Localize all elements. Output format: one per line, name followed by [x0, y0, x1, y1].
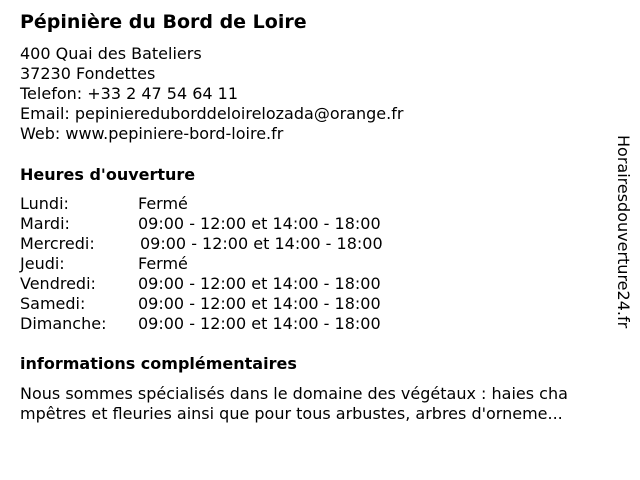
description-line-2: mpêtres et fleuries ainsi que pour tous arbustes, arbres d'orneme... — [20, 404, 563, 423]
day-label: Samedi: — [20, 294, 86, 313]
contact-block — [20, 44, 403, 144]
time-value: 09:00 - 12:00 et 14:00 - 18:00 — [138, 294, 381, 313]
phone-number: Telefon: +33 2 47 54 64 11 — [20, 84, 239, 103]
website: Web: www.pepiniere-bord-loire.fr — [20, 124, 284, 143]
day-label: Dimanche: — [20, 314, 107, 333]
address-street: 400 Quai des Bateliers — [20, 44, 202, 63]
day-label: Vendredi: — [20, 274, 96, 293]
day-label: Jeudi: — [20, 254, 65, 273]
info-heading: informations complémentaires — [20, 354, 297, 373]
time-value: 09:00 - 12:00 et 14:00 - 18:00 — [138, 214, 381, 233]
watermark-text: Horairesdouverture24.fr — [614, 135, 633, 329]
time-value: 09:00 - 12:00 et 14:00 - 18:00 — [140, 234, 383, 253]
time-value: 09:00 - 12:00 et 14:00 - 18:00 — [138, 314, 381, 333]
time-value: Fermé — [138, 254, 188, 273]
description-text — [20, 384, 615, 424]
hours-heading: Heures d'ouverture — [20, 165, 196, 184]
day-label: Lundi: — [20, 194, 69, 213]
address-city: 37230 Fondettes — [20, 64, 156, 83]
description-line-1: Nous sommes spécialisés dans le domaine des végétaux : haies cha — [20, 384, 568, 403]
day-label: Mardi: — [20, 214, 70, 233]
time-value: Fermé — [138, 194, 188, 213]
email-address: Email: pepiniereduborddeloirelozada@orange.fr — [20, 104, 404, 123]
business-name: Pépinière du Bord de Loire — [20, 11, 307, 33]
time-value: 09:00 - 12:00 et 14:00 - 18:00 — [138, 274, 381, 293]
day-label: Mercredi: — [20, 234, 95, 253]
